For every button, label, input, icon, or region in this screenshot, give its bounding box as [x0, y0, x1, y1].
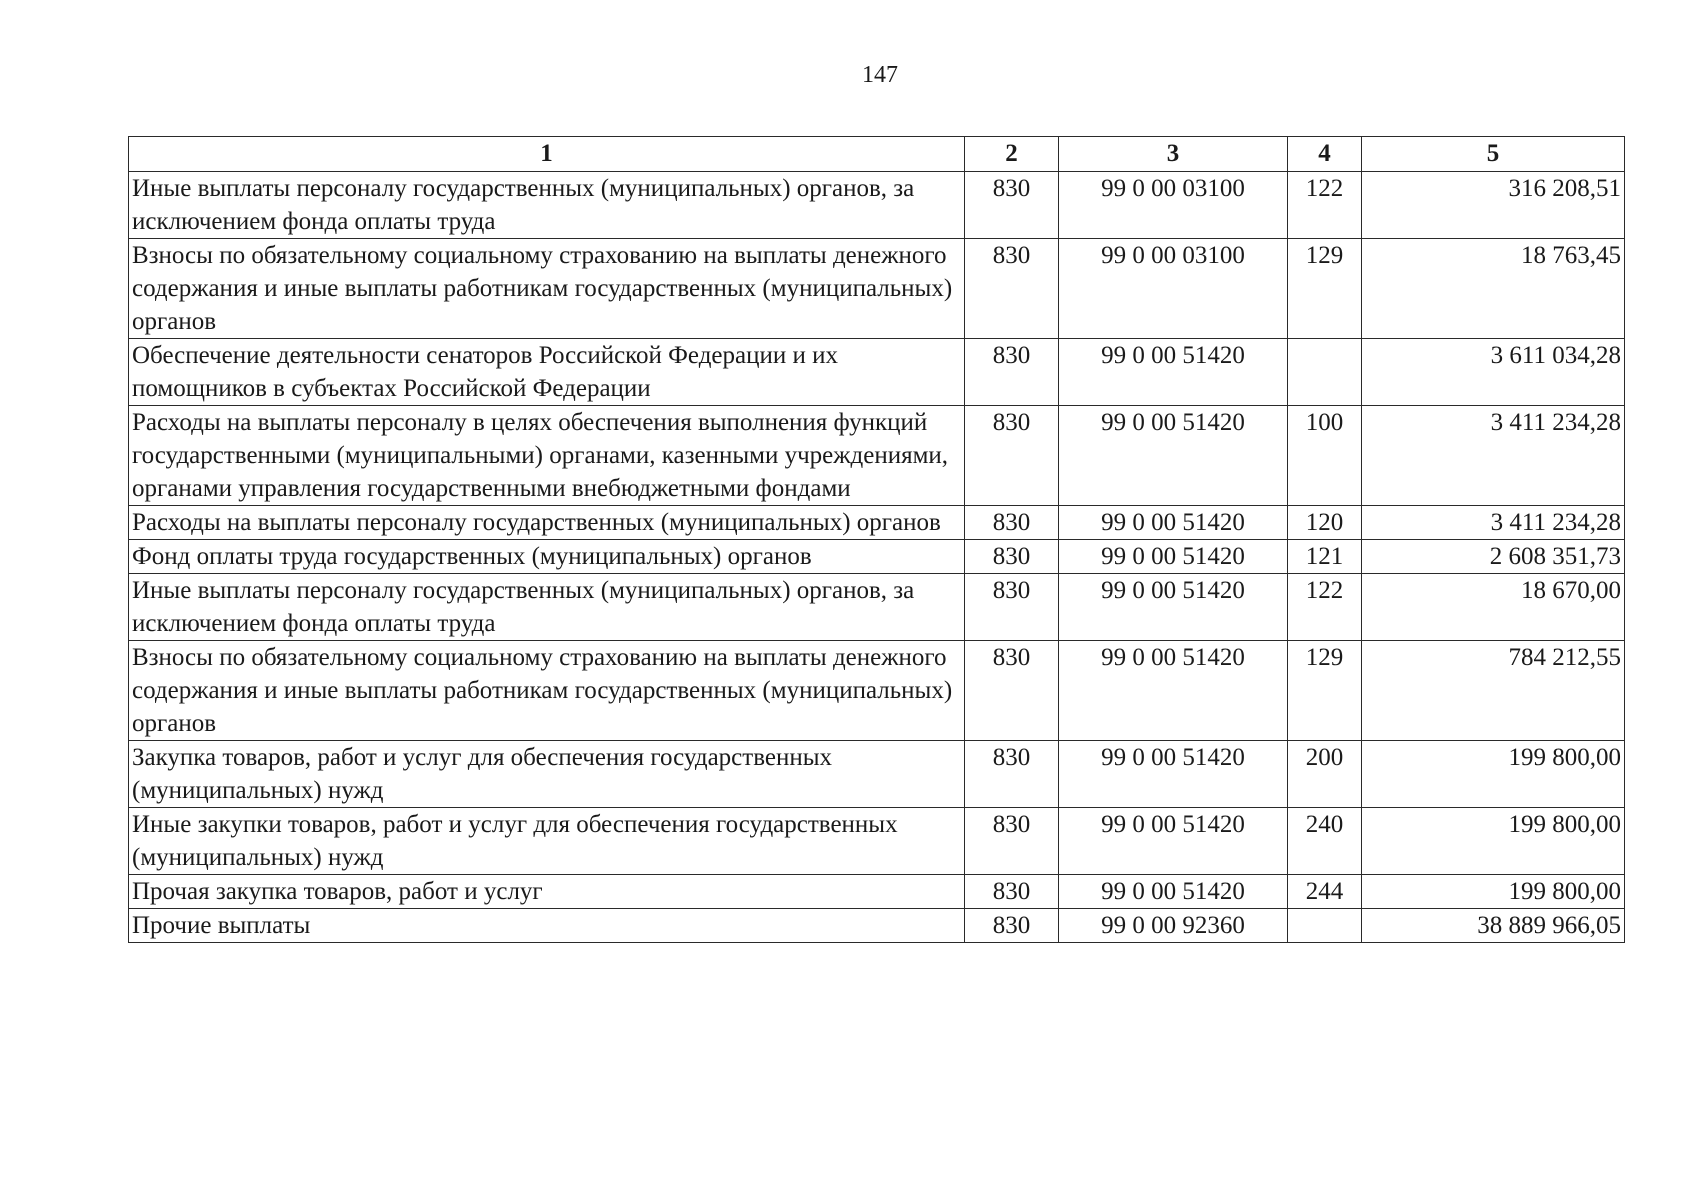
cell-department-code: 830 [965, 406, 1059, 506]
column-header-name: 1 [129, 137, 965, 172]
cell-name: Иные выплаты персоналу государственных (муниципальных) органов, за исключением фонда оплаты труда [129, 172, 965, 239]
cell-expense-type [1288, 339, 1362, 406]
table-body [129, 172, 1625, 943]
table-row [129, 506, 1625, 540]
cell-amount: 38 889 966,05 [1362, 909, 1625, 943]
cell-department-code: 830 [965, 239, 1059, 339]
cell-department-code: 830 [965, 741, 1059, 808]
cell-amount: 199 800,00 [1362, 875, 1625, 909]
cell-expense-type: 122 [1288, 574, 1362, 641]
cell-department-code: 830 [965, 641, 1059, 741]
cell-amount: 18 763,45 [1362, 239, 1625, 339]
cell-expense-type [1288, 909, 1362, 943]
cell-department-code: 830 [965, 875, 1059, 909]
table-header [129, 137, 1625, 172]
table-row [129, 741, 1625, 808]
table-row [129, 641, 1625, 741]
cell-expense-type: 240 [1288, 808, 1362, 875]
header-row [129, 137, 1625, 172]
table-row [129, 172, 1625, 239]
cell-name: Прочие выплаты [129, 909, 965, 943]
cell-expense-type: 129 [1288, 239, 1362, 339]
cell-target-article: 99 0 00 03100 [1059, 239, 1288, 339]
cell-name: Прочая закупка товаров, работ и услуг [129, 875, 965, 909]
cell-department-code: 830 [965, 909, 1059, 943]
cell-department-code: 830 [965, 339, 1059, 406]
cell-expense-type: 120 [1288, 506, 1362, 540]
cell-expense-type: 244 [1288, 875, 1362, 909]
cell-target-article: 99 0 00 51420 [1059, 641, 1288, 741]
cell-amount: 3 411 234,28 [1362, 506, 1625, 540]
column-header-department: 2 [965, 137, 1059, 172]
cell-amount: 199 800,00 [1362, 808, 1625, 875]
column-header-amount: 5 [1362, 137, 1625, 172]
table-row [129, 909, 1625, 943]
cell-name: Фонд оплаты труда государственных (муниципальных) органов [129, 540, 965, 574]
cell-name: Иные закупки товаров, работ и услуг для обеспечения государственных (муниципальных) нужд [129, 808, 965, 875]
cell-target-article: 99 0 00 51420 [1059, 506, 1288, 540]
column-header-expense-type: 4 [1288, 137, 1362, 172]
cell-target-article: 99 0 00 51420 [1059, 875, 1288, 909]
cell-target-article: 99 0 00 51420 [1059, 540, 1288, 574]
budget-table [128, 136, 1625, 943]
table-row [129, 875, 1625, 909]
cell-name: Взносы по обязательному социальному страхованию на выплаты денежного содержания и иные выплаты работникам государственных (муниципальных) органов [129, 239, 965, 339]
cell-department-code: 830 [965, 506, 1059, 540]
table-row [129, 808, 1625, 875]
cell-target-article: 99 0 00 51420 [1059, 339, 1288, 406]
cell-amount: 199 800,00 [1362, 741, 1625, 808]
cell-name: Расходы на выплаты персоналу государственных (муниципальных) органов [129, 506, 965, 540]
cell-department-code: 830 [965, 540, 1059, 574]
cell-expense-type: 200 [1288, 741, 1362, 808]
column-header-target-article: 3 [1059, 137, 1288, 172]
cell-expense-type: 122 [1288, 172, 1362, 239]
cell-expense-type: 121 [1288, 540, 1362, 574]
cell-name: Расходы на выплаты персоналу в целях обеспечения выполнения функций государственными (муниципальными) органами, казенными учреждениями, органами управления государственными внебюджетными фондами [129, 406, 965, 506]
cell-department-code: 830 [965, 172, 1059, 239]
table-row [129, 540, 1625, 574]
cell-target-article: 99 0 00 51420 [1059, 406, 1288, 506]
cell-expense-type: 129 [1288, 641, 1362, 741]
cell-name: Обеспечение деятельности сенаторов Российской Федерации и их помощников в субъектах Российской Федерации [129, 339, 965, 406]
cell-amount: 316 208,51 [1362, 172, 1625, 239]
cell-target-article: 99 0 00 51420 [1059, 741, 1288, 808]
cell-expense-type: 100 [1288, 406, 1362, 506]
cell-target-article: 99 0 00 51420 [1059, 808, 1288, 875]
cell-department-code: 830 [965, 808, 1059, 875]
cell-amount: 784 212,55 [1362, 641, 1625, 741]
cell-amount: 3 411 234,28 [1362, 406, 1625, 506]
table-row [129, 574, 1625, 641]
cell-name: Взносы по обязательному социальному страхованию на выплаты денежного содержания и иные выплаты работникам государственных (муниципальных) органов [129, 641, 965, 741]
cell-target-article: 99 0 00 03100 [1059, 172, 1288, 239]
cell-amount: 2 608 351,73 [1362, 540, 1625, 574]
cell-amount: 3 611 034,28 [1362, 339, 1625, 406]
table-row [129, 339, 1625, 406]
cell-target-article: 99 0 00 92360 [1059, 909, 1288, 943]
table-row [129, 239, 1625, 339]
cell-target-article: 99 0 00 51420 [1059, 574, 1288, 641]
page-number: 147 [862, 62, 898, 88]
cell-department-code: 830 [965, 574, 1059, 641]
cell-name: Закупка товаров, работ и услуг для обеспечения государственных (муниципальных) нужд [129, 741, 965, 808]
cell-amount: 18 670,00 [1362, 574, 1625, 641]
cell-name: Иные выплаты персоналу государственных (муниципальных) органов, за исключением фонда оплаты труда [129, 574, 965, 641]
table-row [129, 406, 1625, 506]
